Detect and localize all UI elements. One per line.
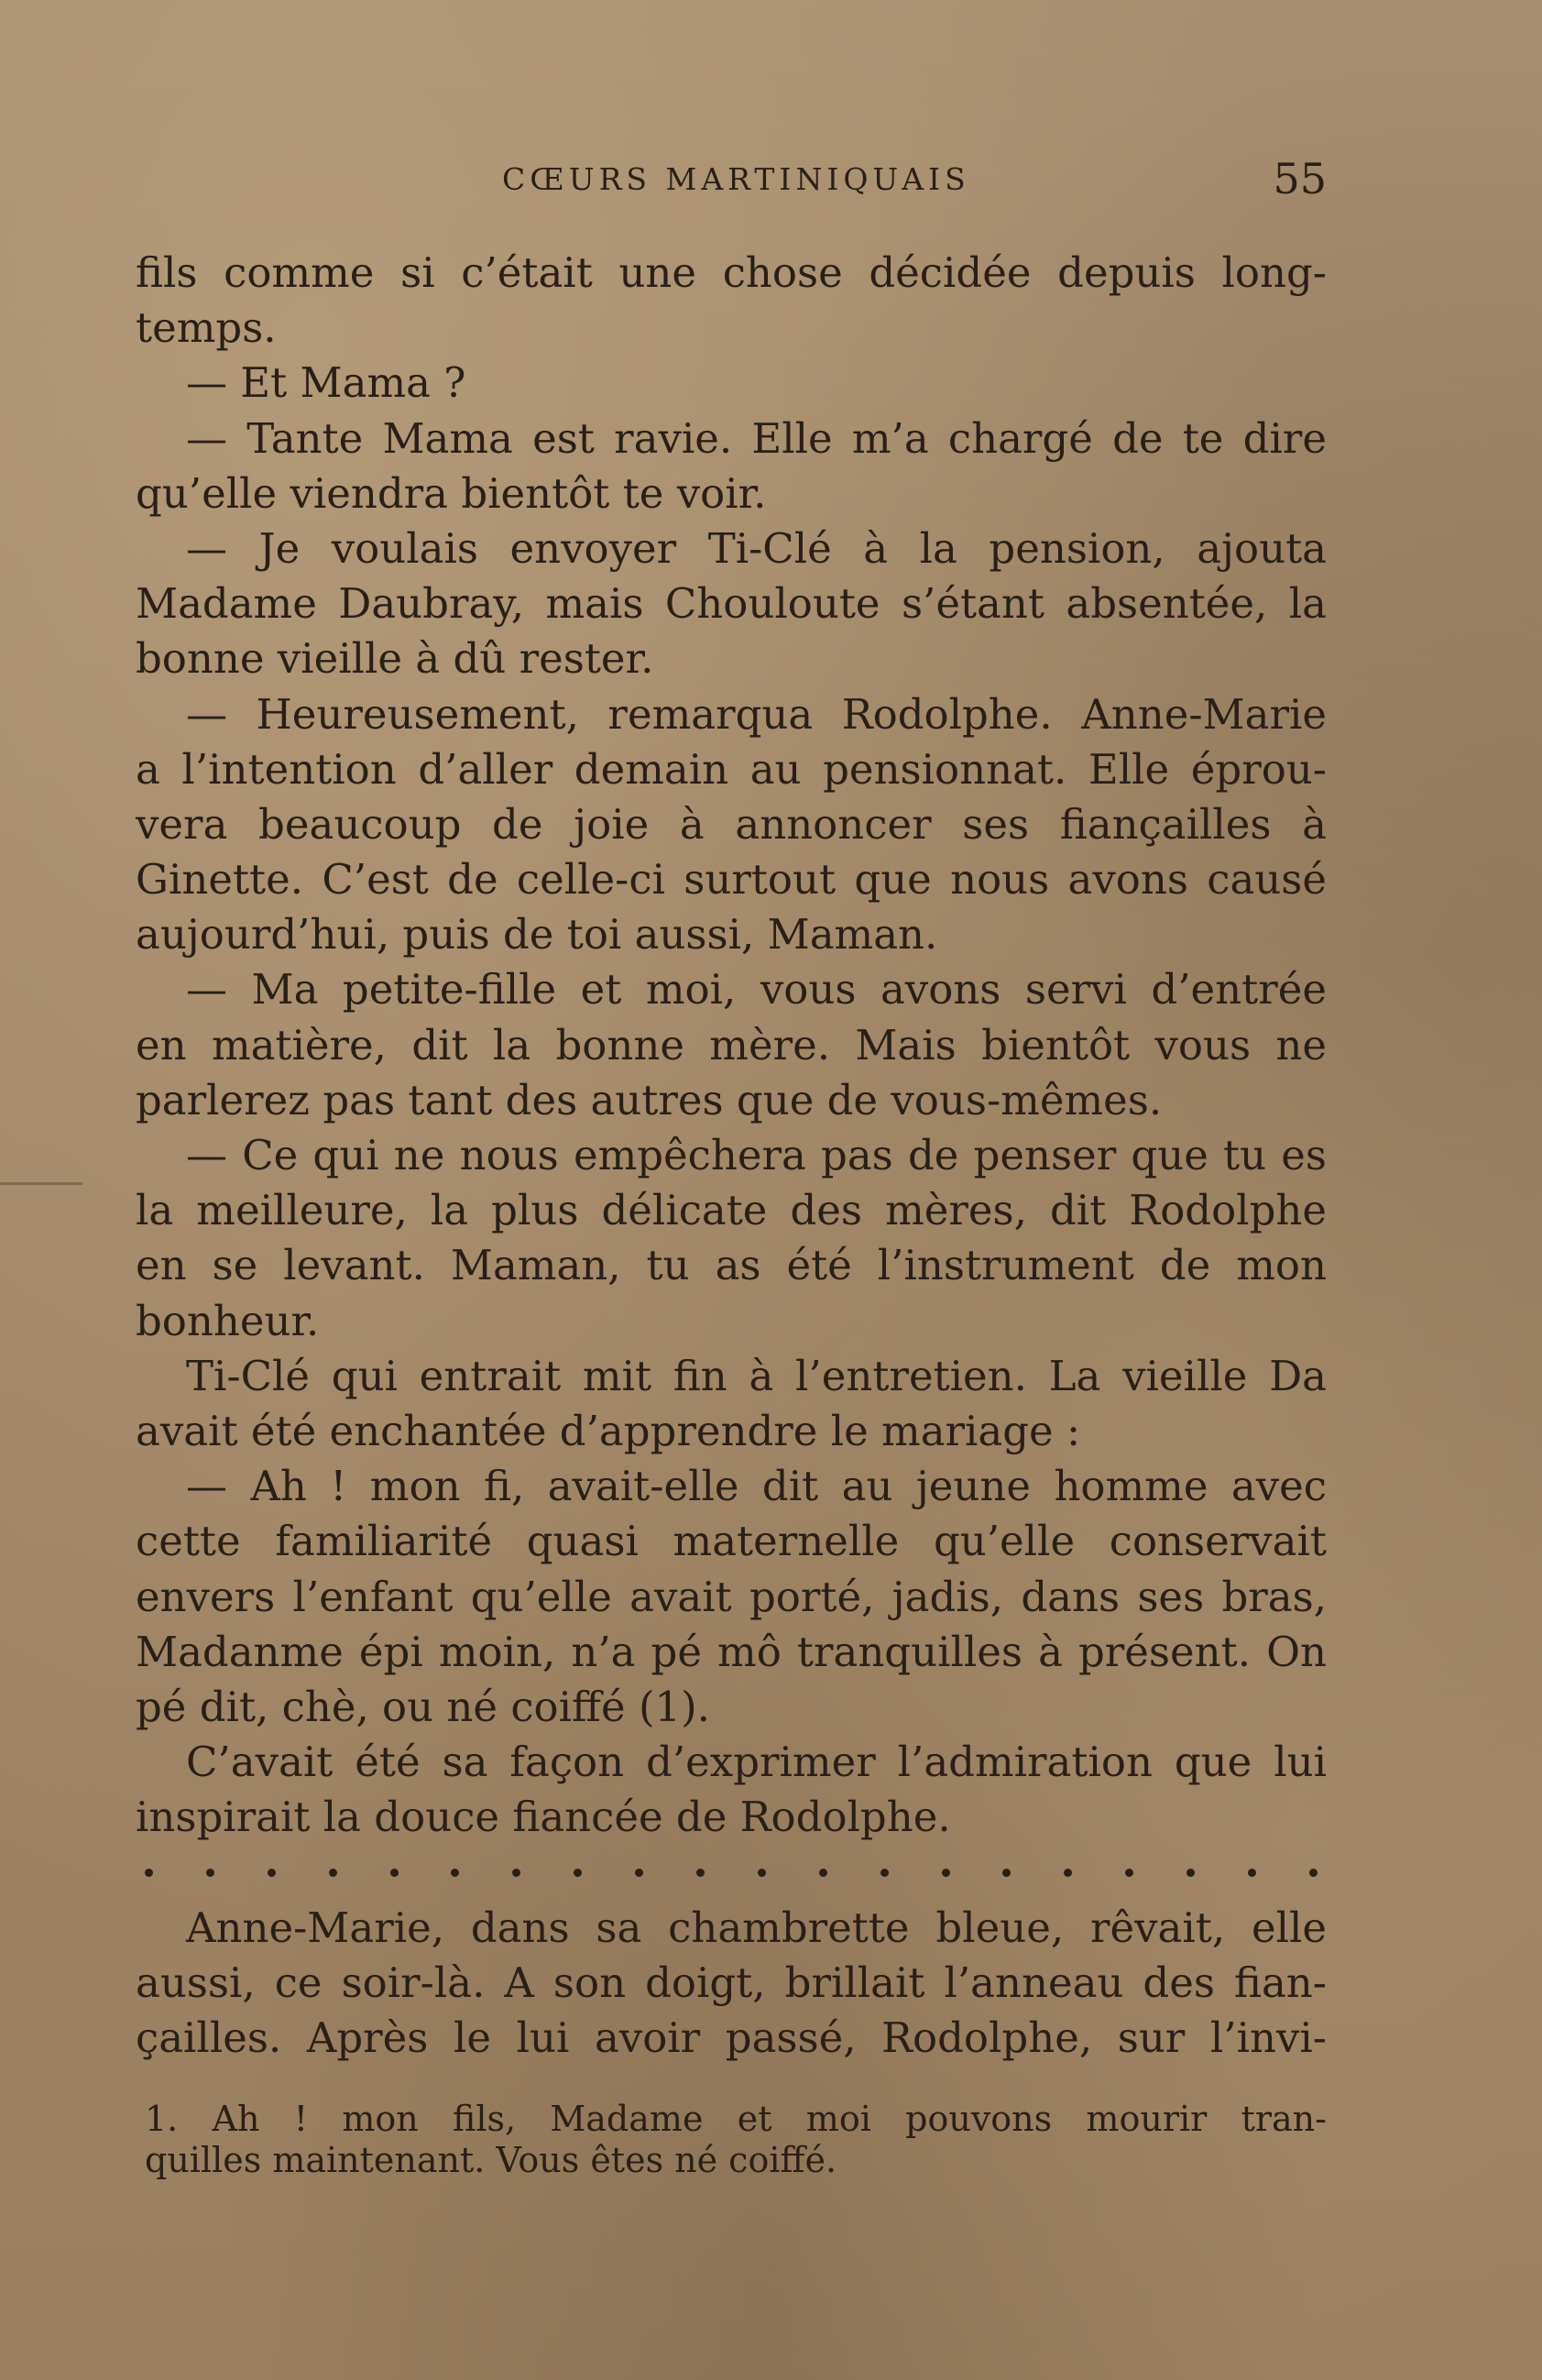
text-line: — Et Mama ? bbox=[186, 358, 466, 408]
page-number: 55 bbox=[1273, 154, 1327, 203]
text-line: Ti-Clé qui entrait mit fin à l’entretien. La vieille Da bbox=[186, 1351, 1327, 1400]
running-title: CŒURS MARTINIQUAIS bbox=[502, 161, 970, 197]
page-header bbox=[136, 154, 1327, 209]
dot-glyph bbox=[758, 1869, 766, 1877]
dot-glyph bbox=[1248, 1869, 1256, 1877]
footnote-line: quilles maintenant. Vous êtes né coiffé. bbox=[145, 2140, 837, 2180]
text-line: C’avait été sa façon d’exprimer l’admiration que lui bbox=[186, 1738, 1327, 1787]
footnote bbox=[145, 2099, 1327, 2181]
text-line: en se levant. Maman, tu as été l’instrument de mon bbox=[136, 1241, 1327, 1290]
text-line: Madanme épi moin, n’a pé mô tranquilles à présent. On bbox=[136, 1627, 1327, 1676]
dot-glyph bbox=[1125, 1869, 1133, 1877]
text-line: inspirait la douce fiancée de Rodolphe. bbox=[136, 1793, 951, 1842]
text-line: Anne-Marie, dans sa chambrette bleue, rêvait, elle bbox=[186, 1903, 1327, 1952]
text-line: Ginette. C’est de celle-ci surtout que nous avons causé bbox=[136, 855, 1327, 905]
dot-glyph bbox=[1309, 1869, 1318, 1877]
dot-glyph bbox=[512, 1869, 520, 1877]
text-line: — Heureusement, remarqua Rodolphe. Anne-Marie bbox=[186, 689, 1327, 739]
dot-glyph bbox=[329, 1869, 337, 1877]
text-line: pé dit, chè, ou né coiffé (1). bbox=[136, 1682, 710, 1731]
text-line: en matière, dit la bonne mère. Mais bientôt vous ne bbox=[136, 1020, 1327, 1069]
dot-glyph bbox=[145, 1869, 153, 1877]
text-line: — Ma petite-fille et moi, vous avons servi d’entrée bbox=[186, 965, 1327, 1015]
text-line: vera beaucoup de joie à annoncer ses fiançailles à bbox=[136, 799, 1327, 849]
dot-glyph bbox=[390, 1869, 399, 1877]
dot-glyph bbox=[1187, 1869, 1195, 1877]
paper-stain bbox=[0, 1182, 82, 1185]
footnote-line: 1. Ah ! mon fils, Madame et moi pouvons mourir tran- bbox=[145, 2099, 1327, 2139]
text-line: aussi, ce soir-là. A son doigt, brillait l’anneau des fian- bbox=[136, 1958, 1327, 2007]
dot-glyph bbox=[696, 1869, 705, 1877]
text-line: — Tante Mama est ravie. Elle m’a chargé de te dire bbox=[186, 413, 1327, 463]
text-line: — Ah ! mon fi, avait-elle dit au jeune homme avec bbox=[186, 1462, 1327, 1511]
text-line: avait été enchantée d’apprendre le mariage : bbox=[136, 1406, 1081, 1455]
body-text bbox=[136, 246, 1327, 2066]
dot-glyph bbox=[819, 1869, 827, 1877]
dot-glyph bbox=[206, 1869, 214, 1877]
dot-glyph bbox=[451, 1869, 459, 1877]
dot-glyph bbox=[635, 1869, 643, 1877]
text-line: a l’intention d’aller demain au pensionnat. Elle éprou- bbox=[136, 744, 1327, 794]
dot-glyph bbox=[574, 1869, 582, 1877]
dot-glyph bbox=[268, 1869, 276, 1877]
text-line: Madame Daubray, mais Chouloute s’étant absentée, la bbox=[136, 579, 1327, 629]
text-line: temps. bbox=[136, 303, 277, 353]
text-line: — Ce qui ne nous empêchera pas de penser que tu es bbox=[186, 1131, 1327, 1179]
text-line: la meilleure, la plus délicate des mères, dit Rodolphe bbox=[136, 1186, 1327, 1235]
text-line: qu’elle viendra bientôt te voir. bbox=[136, 468, 767, 518]
text-line: bonne vieille à dû rester. bbox=[136, 634, 654, 684]
text-line: çailles. Après le lui avoir passé, Rodolphe, sur l’invi- bbox=[136, 2013, 1327, 2062]
dot-glyph bbox=[942, 1869, 950, 1877]
dot-glyph bbox=[1064, 1869, 1072, 1877]
text-line: — Je voulais envoyer Ti-Clé à la pension, ajouta bbox=[186, 523, 1327, 573]
text-line: bonheur. bbox=[136, 1296, 320, 1345]
text-line: aujourd’hui, puis de toi aussi, Maman. bbox=[136, 910, 938, 960]
dot-glyph bbox=[1002, 1869, 1011, 1877]
text-line: fils comme si c’était une chose décidée depuis long- bbox=[136, 248, 1327, 297]
dot-glyph bbox=[880, 1869, 889, 1877]
section-break-dots bbox=[136, 1845, 1327, 1900]
text-line: parlerez pas tant des autres que de vous-mêmes. bbox=[136, 1075, 1163, 1124]
text-line: envers l’enfant qu’elle avait porté, jadis, dans ses bras, bbox=[136, 1572, 1327, 1621]
text-line: cette familiarité quasi maternelle qu’elle conservait bbox=[136, 1517, 1327, 1566]
